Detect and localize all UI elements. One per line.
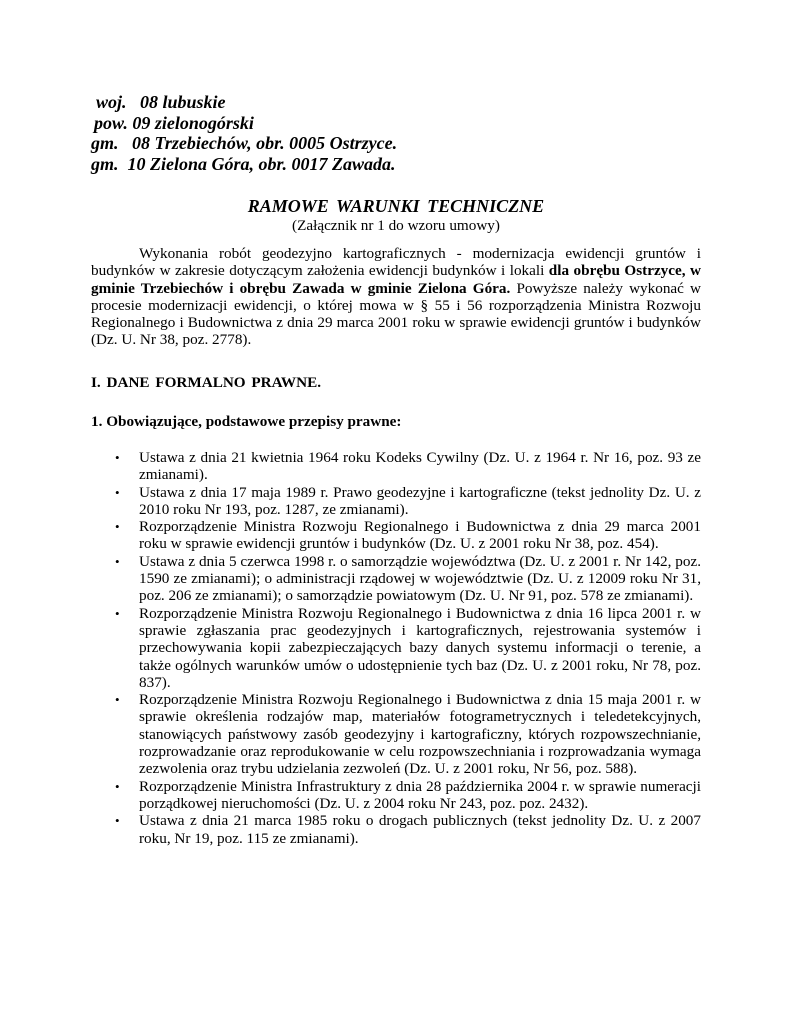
- list-item-text: Ustawa z dnia 21 kwietnia 1964 roku Kodeks Cywilny (Dz. U. z 1964 r. Nr 16, poz. 93 ze zmianami).: [139, 449, 701, 484]
- bullet-icon: •: [115, 605, 120, 621]
- bullet-icon: •: [115, 778, 120, 794]
- location-header: [91, 92, 397, 174]
- intro-text-bold: dla obrębu Ostrzyce, w gminie Trzebiechów i obrębu Zawada w gminie Zielona Góra.: [91, 262, 702, 297]
- list-item: [91, 605, 701, 691]
- list-item-text: Ustawa z dnia 5 czerwca 1998 r. o samorządzie województwa (Dz. U. z 2001 r. Nr 142, poz. 1590 ze zmianami); o administracji rządowej w województwie (Dz. U. z 12009 roku Nr 31, poz. 206 ze zmianami); o samorządzie powiatowym (Dz. U. Nr 91, poz. 578 ze zmianami).: [139, 552, 701, 605]
- list-item: [91, 778, 701, 813]
- sub-heading: 1. Obowiązujące, podstawowe przepisy prawne:: [91, 413, 402, 430]
- list-item-text: Rozporządzenie Ministra Infrastruktury z dnia 28 października 2004 r. w sprawie numeracji porządkowej nieruchomości (Dz. U. z 2004 roku Nr 243, poz. poz. 2432).: [139, 777, 701, 812]
- header-voivodeship: woj. 08 lubuskie: [96, 92, 226, 112]
- bullet-icon: •: [115, 553, 120, 569]
- list-item: [91, 449, 701, 484]
- list-item-text: Rozporządzenie Ministra Rozwoju Regionalnego i Budownictwa z dnia 29 marca 2001 roku w sprawie ewidencji gruntów i budynków (Dz. U. z 2001 roku Nr 38, poz. 454).: [139, 518, 701, 553]
- section-heading: I. DANE FORMALNO PRAWNE.: [91, 374, 322, 391]
- bullet-icon: •: [115, 692, 120, 708]
- intro-paragraph: [91, 245, 701, 349]
- bullet-icon: •: [115, 450, 120, 465]
- header-county: pow. 09 zielonogórski: [94, 112, 254, 133]
- list-item: [91, 812, 701, 847]
- bullet-icon: •: [115, 519, 120, 535]
- bullet-icon: •: [115, 484, 120, 500]
- list-item: [91, 691, 701, 777]
- regulations-list: [91, 449, 701, 847]
- document-title: RAMOWE WARUNKI TECHNICZNE: [247, 196, 545, 216]
- header-commune-2: gm. 10 Zielona Góra, obr. 0017 Zawada.: [91, 153, 396, 174]
- list-item: [91, 518, 701, 553]
- list-item-text: Rozporządzenie Ministra Rozwoju Regionalnego i Budownictwa z dnia 16 lipca 2001 r. w sprawie zgłaszania prac geodezyjnych i kartograficznych, rejestrowania systemów i przechowywania kopii zabezpieczających bazy danych systemu informacji o terenie, a także ogólnych warunków umów o udostępnienie tych baz (Dz. U. z 2001 roku, Nr 78, poz. 837).: [139, 604, 701, 691]
- list-item-text: Ustawa z dnia 21 marca 1985 roku o drogach publicznych (tekst jednolity Dz. U. z 2007 roku, Nr 19, poz. 115 ze zmianami).: [139, 812, 701, 847]
- list-item: [91, 553, 701, 605]
- title-block: [91, 196, 701, 234]
- intro-text-part2: Powyższe należy wykonać w procesie modernizacji ewidencji, o której mowa w § 55 i 56 rozporządzenia Ministra Rozwoju Regionalnego i Budownictwa z dnia 29 marca 2001 roku w sprawie ewidencji gruntów i budynków (Dz. U. Nr 38, poz. 2778).: [91, 279, 701, 349]
- document-subtitle: (Załącznik nr 1 do wzoru umowy): [292, 217, 500, 234]
- intro-text-part1: Wykonania robót geodezyjno kartograficznych - modernizacja ewidencji gruntów i budynków w zakresie dotyczącym założenia ewidencji budynków i lokali: [91, 245, 701, 280]
- header-commune-1: gm. 08 Trzebiechów, obr. 0005 Ostrzyce.: [91, 133, 398, 153]
- list-item: [91, 484, 701, 519]
- list-item-text: Ustawa z dnia 17 maja 1989 r. Prawo geodezyjne i kartograficzne (tekst jednolity Dz. U. z 2010 roku Nr 193, poz. 1287, ze zmianami).: [139, 483, 701, 518]
- bullet-icon: •: [115, 813, 120, 829]
- list-item-text: Rozporządzenie Ministra Rozwoju Regionalnego i Budownictwa z dnia 15 maja 2001 r. w sprawie określenia rodzajów map, materiałów fotogrametrycznych i teledetekcyjnych, stanowiących państwowy zasób geodezyjny i kartograficzny, których rozpowszechnianie, rozprowadzanie oraz reprodukowanie w celu rozpowszechniania i rozprowadzania wymaga zezwolenia oraz trybu udzielania zezwoleń (Dz. U. z 2001 roku, Nr 56, poz. 588).: [139, 691, 701, 778]
